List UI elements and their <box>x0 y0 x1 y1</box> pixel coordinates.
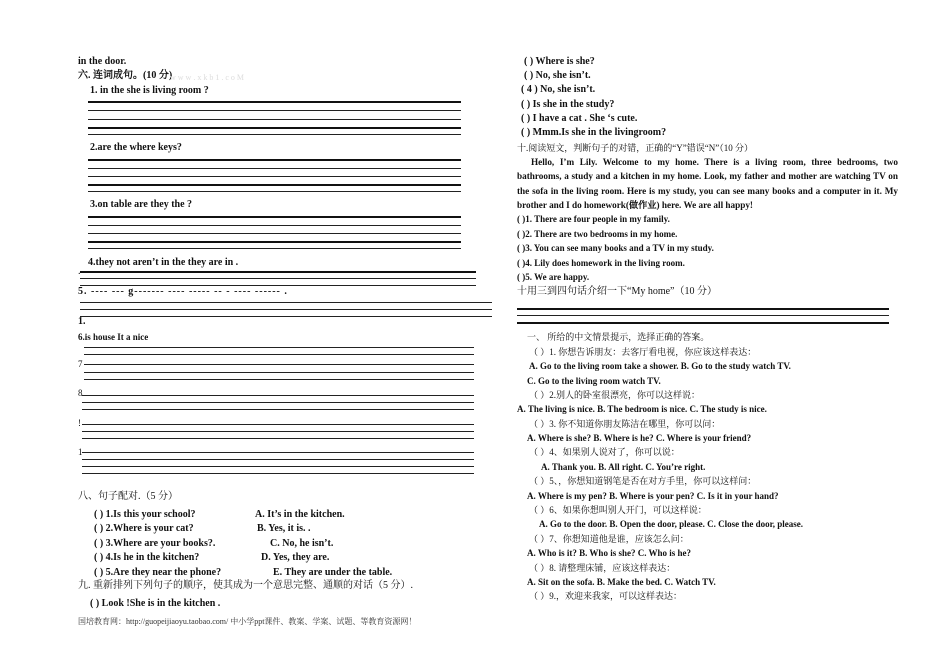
choice-q8: （ ）8. 请整理床铺，应该这样表达： <box>529 563 676 573</box>
match-left-3: ( ) 3.Where are your books?. <box>94 538 216 549</box>
choice-q9: （ ）9.，欢迎来我家，可以这样表达： <box>529 591 683 601</box>
dialog-line-5: ( ) I have a cat . She ‘s cute. <box>521 113 638 124</box>
writing-line <box>88 248 461 249</box>
choice-q8-options: A. Sit on the sofa. B. Make the bed. C. Watch TV. <box>527 577 716 587</box>
section-11-title: 十用三到四句话介绍一下“My home”（10 分） <box>517 286 717 297</box>
writing-line <box>84 347 474 348</box>
writing-line <box>88 101 461 103</box>
item-number-7: 7 <box>78 359 83 369</box>
dialog-line-3: ( 4 ) No, she isn’t. <box>521 84 596 95</box>
item-number-8: 8 <box>78 388 83 398</box>
dialog-line-1: ( ) Where is she? <box>524 56 595 67</box>
writing-line <box>88 159 461 161</box>
writing-line <box>82 395 474 396</box>
writing-line <box>84 379 474 380</box>
reorder-q3: 3.on table are they the ? <box>90 199 193 210</box>
judge-5: ( )5. We are happy. <box>517 272 590 282</box>
writing-line <box>82 459 474 460</box>
judge-4: ( )4. Lily does homework in the living room. <box>517 258 685 268</box>
writing-line <box>82 438 474 439</box>
writing-line <box>82 452 474 453</box>
reorder-q1-repeat: 1. <box>78 316 86 327</box>
judge-3: ( )3. You can see many books and a TV in my study. <box>517 243 714 253</box>
footer: 国培教育网：http://guopeijiaoyu.taobao.com/ 中小学ppt课件、教案、学案、试题、等教育资源网！ <box>78 617 417 626</box>
writing-line <box>88 233 461 234</box>
writing-line <box>88 184 461 186</box>
writing-line <box>88 168 461 169</box>
writing-line <box>84 372 474 373</box>
reorder-q6: 6.is house It a nice <box>78 332 149 342</box>
writing-line <box>88 119 461 120</box>
match-right-c: C. No, he isn’t. <box>270 538 334 549</box>
choice-q7-options: A. Who is it? B. Who is she? C. Who is he? <box>527 548 692 558</box>
writing-line <box>88 191 461 192</box>
match-left-4: ( ) 4.Is he in the kitchen? <box>94 552 200 563</box>
writing-line <box>80 309 492 310</box>
writing-line <box>82 409 474 410</box>
writing-line <box>82 431 474 432</box>
match-right-b: B. Yes, it is. . <box>257 523 311 534</box>
choice-q7: （ ）7、你想知道他是谁，应该怎么问： <box>529 534 689 544</box>
choice-q5-options: A. Where is my pen? B. Where is your pen? C. Is it in your hand? <box>527 491 779 501</box>
writing-line <box>82 424 474 425</box>
choice-q4-options: A. Thank you. B. All right. C. You’re right. <box>541 462 706 472</box>
writing-line <box>80 278 476 279</box>
dialog-first-line: ( ) Look !She is in the kitchen . <box>90 598 221 609</box>
writing-line <box>84 354 474 355</box>
writing-line <box>88 176 461 177</box>
writing-line <box>517 322 889 324</box>
writing-line <box>88 241 461 243</box>
judge-2: ( )2. There are two bedrooms in my home. <box>517 229 678 239</box>
section-10-title: 十.阅读短文，判断句子的对错，正确的“Y”错误“N”（10 分） <box>517 143 753 153</box>
match-right-e: E. They are under the table. <box>273 567 393 578</box>
dialog-line-6: ( ) Mmm.Is she in the livingroom? <box>521 127 667 138</box>
choice-q4: （ ）4、如果别人说对了，你可以说： <box>529 447 680 457</box>
reorder-q5: 5. ---- --- g------- ---- ----- -- - ---- ------ . <box>78 286 288 297</box>
match-left-1: ( ) 1.Is this your school? <box>94 509 196 520</box>
reading-passage: Hello, I’m Lily. Welcome to my home. There is a living room, three bedrooms, two bathrooms, a study and a kitchen in my home. Look, my father and mother are watching TV on the sofa in the living room. Here is my study, you can see many books and a computer in it. My brother and I do homework(做作业) here. We are all happy! <box>517 157 898 211</box>
match-left-2: ( ) 2.Where is your cat? <box>94 523 194 534</box>
reorder-q1: 1. in the she is living room ? <box>90 85 209 96</box>
choice-q2: （ ）2.别人的卧室很漂亮，你可以这样说： <box>529 390 701 400</box>
item-number-1: 1 <box>78 447 83 457</box>
writing-line <box>82 466 474 467</box>
choice-q6: （ ）6、如果你想叫别人开门，可以这样说： <box>529 505 707 515</box>
choice-q3: （ ）3. 你不知道你朋友陈洁在哪里，你可以问： <box>529 419 721 429</box>
tick-mark: ! <box>78 418 81 428</box>
writing-line <box>80 316 492 317</box>
match-right-d: D. Yes, they are. <box>261 552 330 563</box>
section-6-title: 六. 连词成句。(10 分) <box>78 70 173 81</box>
dialog-line-4: ( ) Is she in the study? <box>521 99 615 110</box>
watermark: w w w . x k b 1 . c o M <box>170 73 244 82</box>
choice-q1-options: A. Go to the living room take a shower. B. Go to the study watch TV. <box>529 361 791 371</box>
writing-line <box>88 127 461 129</box>
section-8-title: 八、句子配对.（5 分） <box>78 491 178 502</box>
reorder-q2: 2.are the where keys? <box>90 142 182 153</box>
choice-q5: （ ）5、，你想知道钢笔是否在对方手里，你可以这样问： <box>529 476 757 486</box>
writing-line <box>82 473 474 474</box>
dot-mark: . <box>78 266 81 277</box>
writing-line <box>82 402 474 403</box>
section-9-title: 九. 重新排列下列句子的顺序，使其成为一个意思完整、通顺的对话（5 分）. <box>78 580 413 591</box>
writing-line <box>88 110 461 111</box>
reorder-q4: 4.they not aren’t in the they are in . <box>88 257 239 268</box>
writing-line <box>80 271 476 273</box>
judge-1: ( )1. There are four people in my family. <box>517 214 670 224</box>
section-12-title: 一、 所给的中文情景提示，选择正确的答案。 <box>527 332 710 342</box>
choice-q2-options: A. The living is nice. B. The bedroom is nice. C. The study is nice. <box>517 404 767 414</box>
writing-line <box>84 364 474 365</box>
writing-line <box>517 308 889 310</box>
continued-text: in the door. <box>78 56 127 67</box>
match-right-a: A. It’s in the kitchen. <box>255 509 345 520</box>
writing-line <box>88 134 461 135</box>
choice-q1: （ ）1. 你想告诉朋友：去客厅看电视，你应该这样表达： <box>529 347 757 357</box>
choice-q6-options: A. Go to the door. B. Open the door, please. C. Close the door, please. <box>539 519 804 529</box>
dialog-line-2: ( ) No, she isn’t. <box>524 70 591 81</box>
writing-line <box>517 315 889 316</box>
choice-q1-option-c: C. Go to the living room watch TV. <box>527 376 661 386</box>
match-left-5: ( ) 5.Are they near the phone? <box>94 567 222 578</box>
writing-line <box>88 225 461 226</box>
writing-line <box>80 302 492 303</box>
writing-line <box>88 216 461 218</box>
choice-q3-options: A. Where is she? B. Where is he? C. Where is your friend? <box>527 433 752 443</box>
